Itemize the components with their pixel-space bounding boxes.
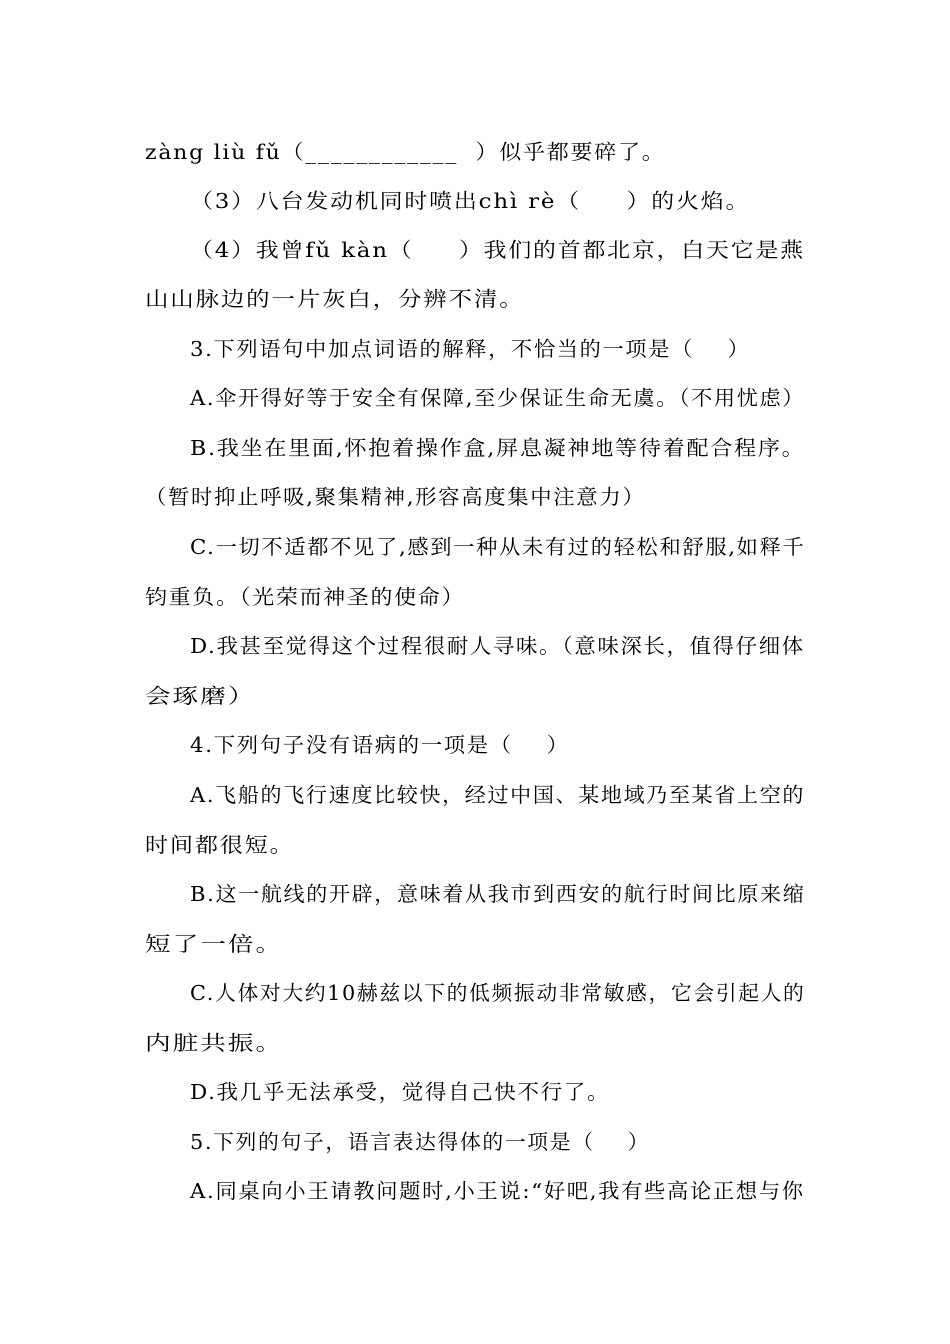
text-line-3: （4）我曾fǔ kàn（ ）我们的首都北京，白天它是燕 (190, 238, 805, 262)
question-3-option-a: A.伞开得好等于安全有保障,至少保证生命无虞。（不用忧虑） (190, 386, 806, 410)
question-3-option-b-note: （暂时抑止呼吸,聚集精神,形容高度集中注意力） (145, 485, 646, 509)
question-4-option-c-cont: 内脏共振。 (145, 1031, 284, 1055)
text-line-4: 山山脉边的一片灰白，分辨不清。 (145, 287, 525, 311)
question-4-option-d: D.我几乎无法承受，觉得自己快不行了。 (190, 1080, 611, 1104)
question-3: 3.下列语句中加点词语的解释，不恰当的一项是（ ） (190, 337, 751, 361)
question-5-option-a: A.同桌向小王请教问题时,小王说:“好吧,我有些高论正想与你 (190, 1179, 805, 1203)
question-4: 4.下列句子没有语病的一项是（ ） (190, 733, 570, 757)
question-4-option-a-cont: 时间都很短。 (145, 833, 295, 857)
text-line-1: zàng liù fǔ（____________ ）似乎都要碎了。 (145, 140, 666, 164)
question-4-option-b-cont: 短了一倍。 (145, 932, 284, 956)
question-3-option-c-cont: 钧重负。（光荣而神圣的使命） (145, 585, 466, 609)
question-4-option-b: B.这一航线的开辟，意味着从我市到西安的航行时间比原来缩 (190, 882, 806, 906)
question-5: 5.下列的句子，语言表达得体的一项是（ ） (190, 1130, 651, 1154)
question-4-option-a: A.飞船的飞行速度比较快，经过中国、某地域乃至某省上空的 (190, 783, 806, 807)
question-3-option-d-cont: 会琢磨） (145, 684, 256, 708)
question-4-option-c: C.人体对大约10赫兹以下的低频振动非常敏感，它会引起人的 (190, 981, 806, 1005)
question-3-option-d: D.我甚至觉得这个过程很耐人寻味。（意味深长，值得仔细体 (190, 634, 805, 658)
text-line-2: （3）八台发动机同时喷出chì rè（ ）的火焰。 (190, 189, 751, 213)
question-3-option-c: C.一切不适都不见了,感到一种从未有过的轻松和舒服,如释千 (190, 535, 806, 559)
question-3-option-b: B.我坐在里面,怀抱着操作盒,屏息凝神地等待着配合程序。 (190, 436, 806, 460)
